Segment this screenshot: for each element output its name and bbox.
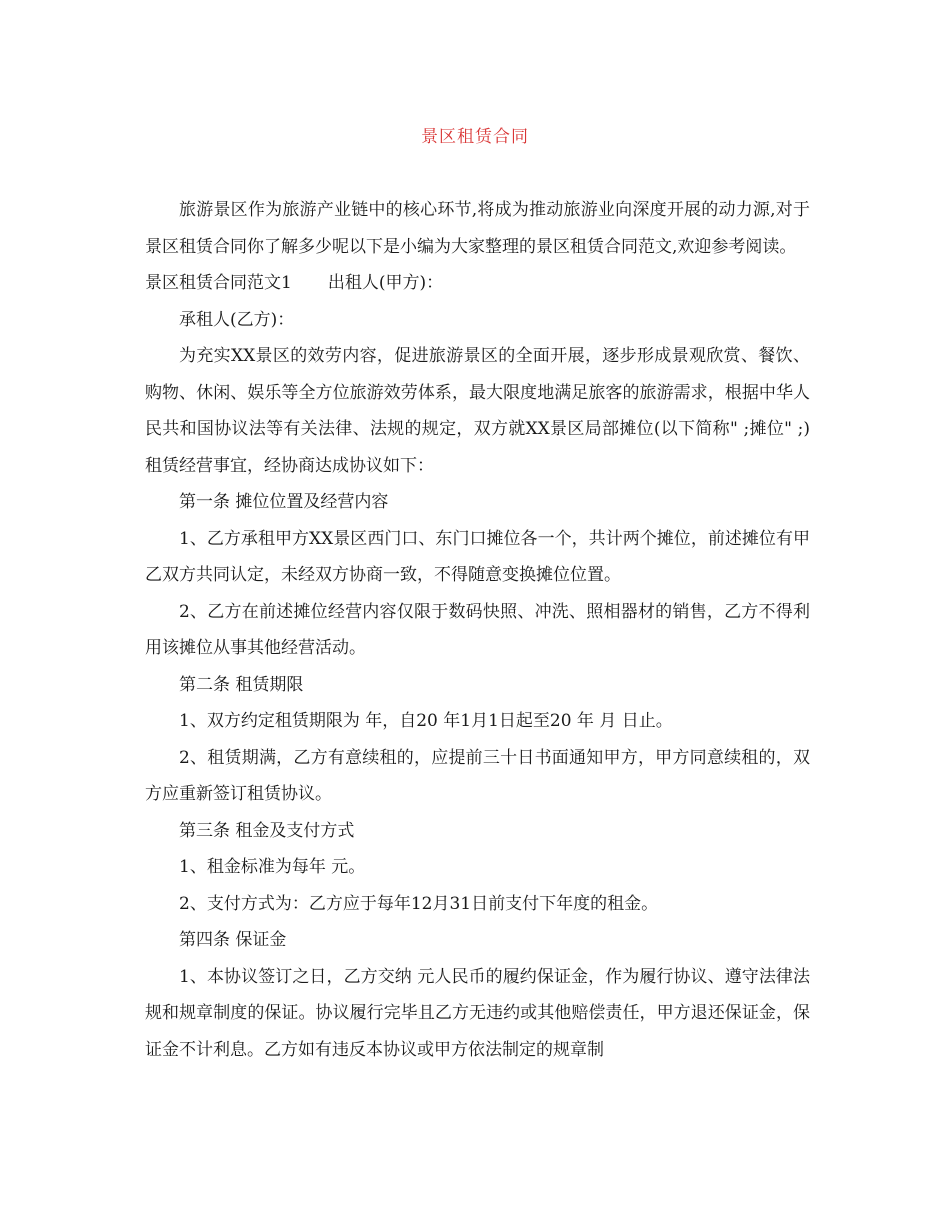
article3-title: 第三条 租金及支付方式 [179, 820, 355, 841]
document-title: 景区租赁合同 [421, 127, 529, 147]
article4-item1: 1、本协议签订之日，乙方交纳 元人民币的履约保证金，作为履行协议、遵守法律法规和规章制度的保证。协议履行完毕且乙方无违约或其他赔偿责任，甲方退还保证金，保证金不计利息。乙方如有违反本协议或甲方依法制定的规章制 [145, 966, 810, 1060]
lessor-label: 出租人(甲方)： [327, 273, 444, 293]
article2-item2: 2、租赁期满，乙方有意续租的，应提前三十日书面通知甲方，甲方同意续租的，双方应重新签订租赁协议。 [145, 747, 810, 804]
sample-heading-line [145, 265, 810, 302]
preamble-paragraph: 为充实XX景区的效劳内容，促进旅游景区的全面开展，逐步形成景观欣赏、餐饮、购物、休闲、娱乐等全方位旅游效劳体系，最大限度地满足旅客的旅游需求，根据中华人民共和国协议法等有关法律、法规的规定，双方就XX景区局部摊位(以下简称" ;摊位" ;)租赁经营事宜，经协商达成协议如下： [145, 346, 810, 476]
article2-title: 第二条 租赁期限 [179, 674, 304, 695]
article3-item1: 1、租金标准为每年 元。 [179, 857, 366, 877]
article1-title: 第一条 摊位位置及经营内容 [179, 492, 389, 512]
lessee-label: 承租人(乙方)： [179, 309, 295, 330]
article2-item1: 1、双方约定租赁期限为 年，自20 年1月1日起至20 年 月 日止。 [179, 711, 673, 731]
document-body [145, 192, 810, 1068]
sample-label: 景区租赁合同范文1 [145, 273, 292, 293]
article4-title: 第四条 保证金 [179, 930, 287, 950]
article1-item2: 2、乙方在前述摊位经营内容仅限于数码快照、冲洗、照相器材的销售，乙方不得利用该摊位从事其他经营活动。 [145, 601, 810, 658]
article1-item1: 1、乙方承租甲方XX景区西门口、东门口摊位各一个，共计两个摊位，前述摊位有甲乙双方共同认定，未经双方协商一致，不得随意变换摊位位置。 [145, 528, 810, 585]
article3-item2: 2、支付方式为：乙方应于每年12月31日前支付下年度的租金。 [179, 893, 659, 914]
intro-paragraph: 旅游景区作为旅游产业链中的核心环节,将成为推动旅游业向深度开展的动力源,对于景区租赁合同你了解多少呢以下是小编为大家整理的景区租赁合同范文,欢迎参考阅读。 [145, 200, 810, 257]
